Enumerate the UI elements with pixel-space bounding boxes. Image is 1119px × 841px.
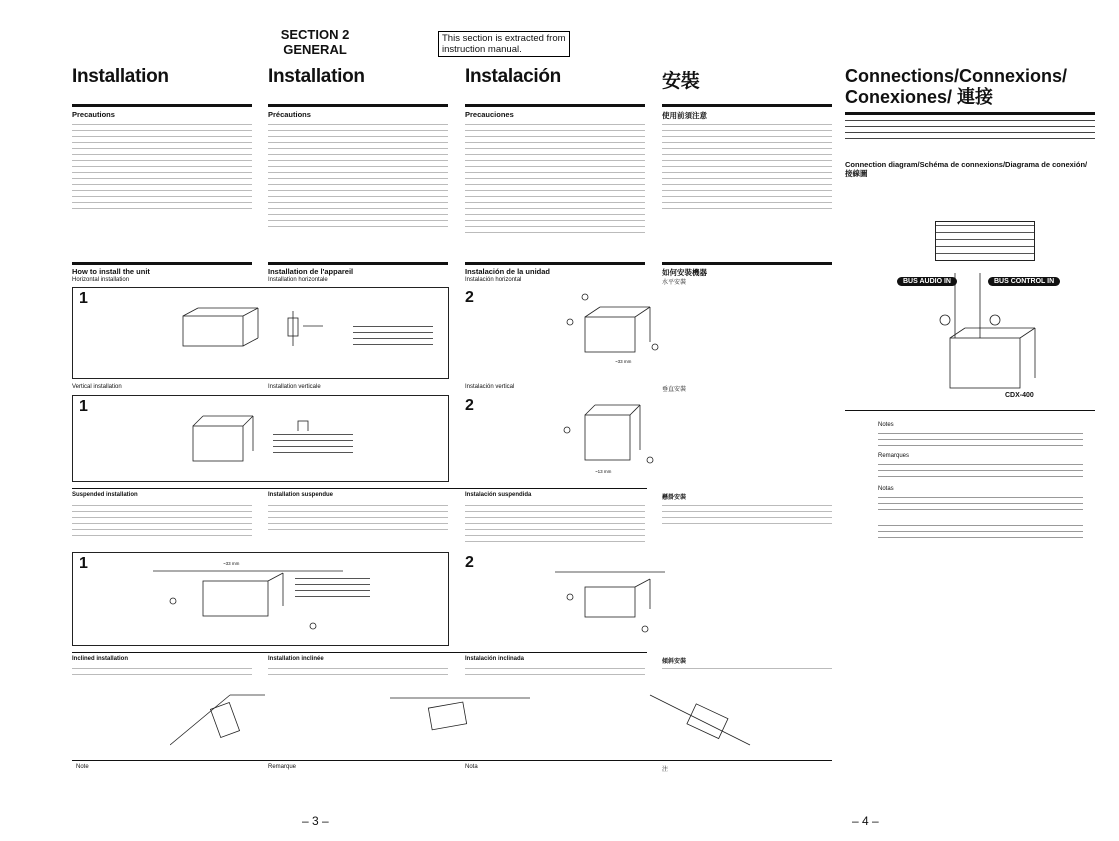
unit-drawing-suspended bbox=[153, 561, 353, 641]
how-to-fr: Installation de l'appareil bbox=[268, 267, 354, 276]
step-number-v2: 2 bbox=[465, 397, 474, 414]
align-label-3 bbox=[295, 575, 370, 599]
inclined-drawing-2 bbox=[390, 690, 530, 750]
suspended-text-es bbox=[465, 502, 645, 546]
compatible-units-box bbox=[935, 221, 1035, 261]
rule-zh bbox=[662, 104, 832, 107]
rule-conn-notes bbox=[845, 410, 1095, 411]
note-en: Note bbox=[76, 764, 89, 770]
rule-inclined bbox=[72, 652, 647, 653]
heading-es: Instalación bbox=[465, 66, 561, 87]
bracket-drawing-suspended bbox=[555, 557, 665, 642]
rule2-zh bbox=[662, 262, 832, 265]
inclined-fr: Installation inclinée bbox=[268, 656, 324, 662]
vertical-en: Vertical installation bbox=[72, 384, 122, 390]
suspended-en: Suspended installation bbox=[72, 492, 138, 498]
horizontal-zh: 水平安裝 bbox=[662, 280, 687, 286]
figure-vertical-1 bbox=[72, 395, 449, 482]
section-name: GENERAL bbox=[283, 42, 347, 57]
precautions-fr: Précautions bbox=[268, 110, 311, 119]
heading-fr: Installation bbox=[268, 66, 365, 87]
figure-horizontal-1 bbox=[72, 287, 449, 379]
rule-suspended bbox=[72, 488, 647, 489]
suspended-fr: Installation suspendue bbox=[268, 492, 334, 498]
rule-en bbox=[72, 104, 252, 107]
precautions-text-en bbox=[72, 121, 252, 213]
bus-control-in-label: BUS CONTROL IN bbox=[988, 277, 1060, 286]
step-number-s2: 2 bbox=[465, 554, 474, 571]
mm-label-2: ~13 mm bbox=[595, 469, 612, 474]
page-number-left: – 3 – bbox=[302, 814, 329, 828]
precautions-en: Precautions bbox=[72, 110, 115, 119]
how-to-zh: 如何安裝機器 bbox=[662, 268, 707, 277]
inclined-drawing-1 bbox=[170, 690, 270, 750]
section-number: SECTION 2 bbox=[280, 27, 350, 42]
conn-notes-text bbox=[878, 430, 1083, 450]
step-number-v1: 1 bbox=[79, 398, 88, 415]
suspended-text-fr bbox=[268, 502, 448, 532]
how-to-en: How to install the unit bbox=[72, 267, 150, 276]
step-number-s1: 1 bbox=[79, 555, 88, 572]
conn-remarques-text bbox=[878, 461, 1083, 481]
conn-notas-text bbox=[878, 494, 1083, 514]
connections-heading bbox=[845, 66, 1115, 108]
precautions-text-fr bbox=[268, 121, 448, 229]
step-number-2: 2 bbox=[465, 289, 474, 306]
extract-note-box: This section is extracted from instruction manual. bbox=[438, 31, 570, 57]
section-title bbox=[270, 27, 360, 57]
inclined-en: Inclined installation bbox=[72, 656, 129, 662]
rule-es bbox=[465, 104, 645, 107]
inclined-text-es bbox=[465, 665, 645, 679]
figure-horizontal-2 bbox=[465, 287, 645, 377]
how-to-es: Instalación de la unidad bbox=[465, 267, 551, 276]
inclined-text-fr bbox=[268, 665, 448, 679]
connections-heading-line2: Conexiones/ 連接 bbox=[845, 87, 994, 107]
bracket-drawing-horizontal bbox=[555, 292, 665, 377]
rule2-en bbox=[72, 262, 252, 265]
page-number-right: – 4 – bbox=[852, 814, 879, 828]
rule-notes bbox=[72, 760, 832, 761]
note-zh: 注 bbox=[662, 767, 669, 773]
vertical-zh: 垂直安裝 bbox=[662, 387, 687, 393]
mm-label-3: ~33 mm bbox=[223, 561, 240, 566]
suspended-zh: 懸掛安裝 bbox=[662, 495, 687, 501]
align-label-1 bbox=[353, 323, 433, 347]
unit-model-label: CDX-400 bbox=[1005, 392, 1034, 399]
mm-label-1: ~33 mm bbox=[615, 359, 632, 364]
inclined-text-zh bbox=[662, 665, 832, 673]
precautions-zh: 使用前須注意 bbox=[662, 111, 707, 120]
suspended-text-en bbox=[72, 502, 252, 540]
connections-intro-text bbox=[845, 117, 1095, 143]
horizontal-en: Horizontal installation bbox=[72, 277, 130, 283]
bracket-drawing-vertical bbox=[555, 400, 665, 480]
horizontal-fr: Installation horizontale bbox=[268, 277, 328, 283]
unit-drawing-horizontal bbox=[173, 306, 373, 366]
precautions-text-zh bbox=[662, 121, 832, 209]
conn-notas-label: Notas bbox=[878, 486, 894, 492]
note-fr: Remarque bbox=[268, 764, 297, 770]
heading-en: Installation bbox=[72, 66, 169, 87]
step-number-1: 1 bbox=[79, 290, 88, 307]
note-es: Nota bbox=[465, 764, 478, 770]
inclined-text-en bbox=[72, 665, 252, 679]
inclined-zh: 傾斜安裝 bbox=[662, 659, 687, 665]
vertical-es: Instalación vertical bbox=[465, 384, 515, 390]
connection-diagram-title: Connection diagram/Schéma de connexions/Diagrama de conexión/ 接線圖 bbox=[845, 160, 1088, 178]
inclined-drawing-3 bbox=[645, 690, 755, 750]
figure-suspended-1 bbox=[72, 552, 449, 646]
suspended-es: Instalación suspendida bbox=[465, 492, 532, 498]
conn-notes-zh-text bbox=[878, 522, 1083, 540]
rule2-es bbox=[465, 262, 645, 265]
precautions-text-es bbox=[465, 121, 645, 235]
conn-remarques-label: Remarques bbox=[878, 453, 910, 459]
horizontal-es: Instalación horizontal bbox=[465, 277, 522, 283]
rule-conn bbox=[845, 112, 1095, 115]
figure-vertical-2 bbox=[465, 395, 645, 480]
rule2-fr bbox=[268, 262, 448, 265]
conn-notes-label: Notes bbox=[878, 422, 894, 428]
figure-suspended-2 bbox=[465, 552, 645, 644]
heading-zh: 安裝 bbox=[662, 71, 700, 92]
bus-audio-in-label: BUS AUDIO IN bbox=[897, 277, 957, 286]
precautions-es: Precauciones bbox=[465, 110, 514, 119]
align-label-2 bbox=[273, 431, 353, 455]
rule-fr bbox=[268, 104, 448, 107]
connections-heading-line1: Connections/Connexions/ bbox=[845, 66, 1068, 86]
vertical-fr: Installation verticale bbox=[268, 384, 321, 390]
suspended-text-zh bbox=[662, 502, 832, 526]
inclined-es: Instalación inclinada bbox=[465, 656, 525, 662]
